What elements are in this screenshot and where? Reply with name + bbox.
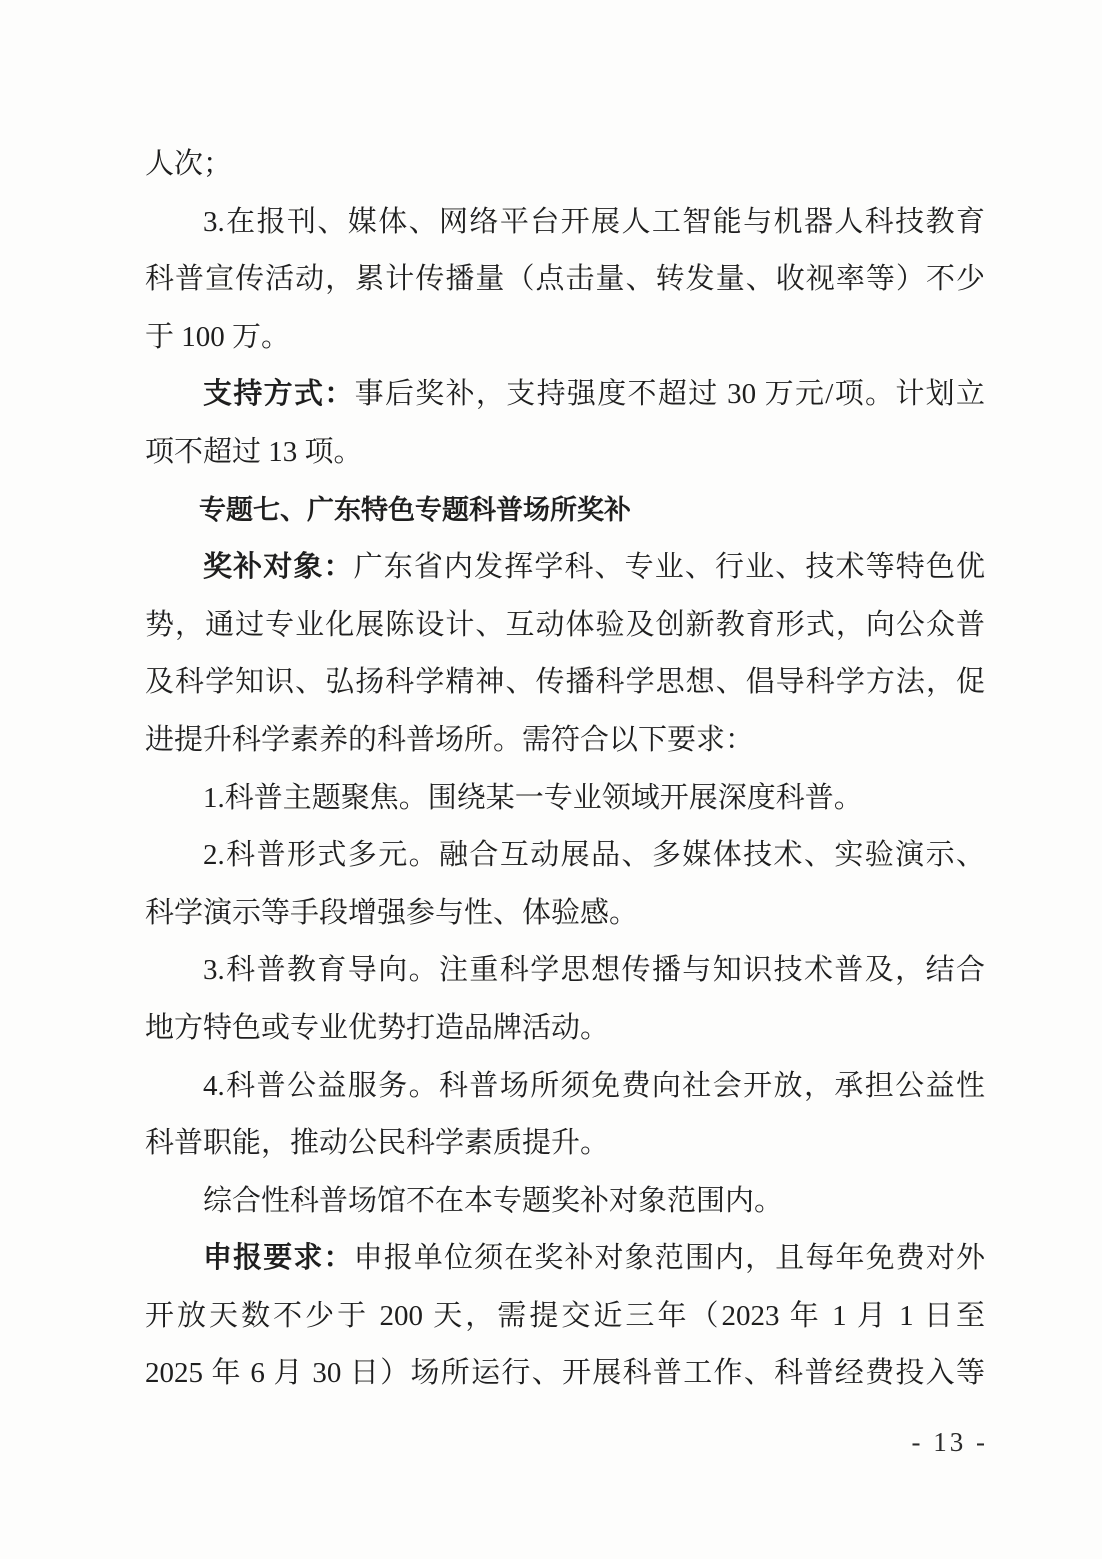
doc-line-03 — [145, 251, 985, 309]
line-text: 1.科普主题聚焦。围绕某一专业领域开展深度科普。 — [203, 781, 863, 814]
line-text: 进提升科学素养的科普场所。需符合以下要求： — [145, 723, 755, 756]
doc-line-13 — [145, 827, 985, 885]
doc-line-01 — [145, 136, 985, 194]
doc-line-16 — [145, 1000, 985, 1058]
line-text: 3.科普教育导向。注重科学思想传播与知识技术普及，结合 — [203, 954, 985, 987]
doc-line-15 — [145, 942, 985, 1000]
line-text: 科普职能，推动公民科学素质提升。 — [145, 1127, 610, 1160]
line-text: 2025 年 6 月 30 日）场所运行、开展科普工作、科普经费投入等 — [145, 1357, 985, 1390]
text-block — [145, 136, 985, 1403]
doc-line-10 — [145, 654, 985, 712]
line-text: 2.科普形式多元。融合互动展品、多媒体技术、实验演示、 — [203, 839, 985, 872]
doc-line-22 — [145, 1345, 985, 1403]
line-text: 综合性科普场馆不在本专题奖补对象范围内。 — [203, 1184, 784, 1217]
doc-line-14 — [145, 885, 985, 943]
line-text: 事后奖补，支持强度不超过 30 万元/项。计划立 — [354, 378, 985, 411]
lead-award-target: 奖补对象： — [203, 551, 354, 584]
doc-line-19 — [145, 1173, 985, 1231]
doc-line-02 — [145, 194, 985, 252]
page-number: - 13 - — [911, 1427, 988, 1457]
line-text: 项不超过 13 项。 — [145, 435, 363, 468]
lead-application-requirements: 申报要求： — [203, 1242, 354, 1275]
doc-line-09 — [145, 597, 985, 655]
doc-line-06 — [145, 424, 985, 482]
topic-7-heading — [145, 482, 985, 540]
line-text: 地方特色或专业优势打造品牌活动。 — [145, 1011, 610, 1044]
line-text: 于 100 万。 — [145, 320, 291, 353]
line-text: 科学演示等手段增强参与性、体验感。 — [145, 896, 639, 929]
line-text: 人次； — [145, 148, 233, 180]
line-text: 广东省内发挥学科、专业、行业、技术等特色优 — [353, 551, 985, 584]
doc-line-08 — [145, 539, 985, 597]
line-text: 科普宣传活动，累计传播量（点击量、转发量、收视率等）不少 — [145, 263, 985, 296]
doc-line-21 — [145, 1288, 985, 1346]
line-text: 3.在报刊、媒体、网络平台开展人工智能与机器人科技教育 — [203, 205, 985, 238]
line-text: 4.科普公益服务。科普场所须免费向社会开放，承担公益性 — [203, 1069, 985, 1102]
line-text: 势，通过专业化展陈设计、互动体验及创新教育形式，向公众普 — [145, 608, 985, 641]
heading-text: 专题七、广东特色专题科普场所奖补 — [199, 494, 631, 525]
doc-line-17 — [145, 1058, 985, 1116]
line-text: 及科学知识、弘扬科学精神、传播科学思想、倡导科学方法，促 — [145, 666, 985, 699]
doc-line-20 — [145, 1230, 985, 1288]
doc-line-12 — [145, 770, 985, 828]
doc-line-05 — [145, 366, 985, 424]
lead-support-mode: 支持方式： — [203, 378, 355, 411]
doc-line-04 — [145, 309, 985, 367]
doc-line-18 — [145, 1115, 985, 1173]
line-text: 申报单位须在奖补对象范围内，且每年免费对外 — [353, 1242, 985, 1275]
doc-line-11 — [145, 712, 985, 770]
line-text: 开放天数不少于 200 天，需提交近三年（2023 年 1 月 1 日至 — [145, 1299, 985, 1332]
